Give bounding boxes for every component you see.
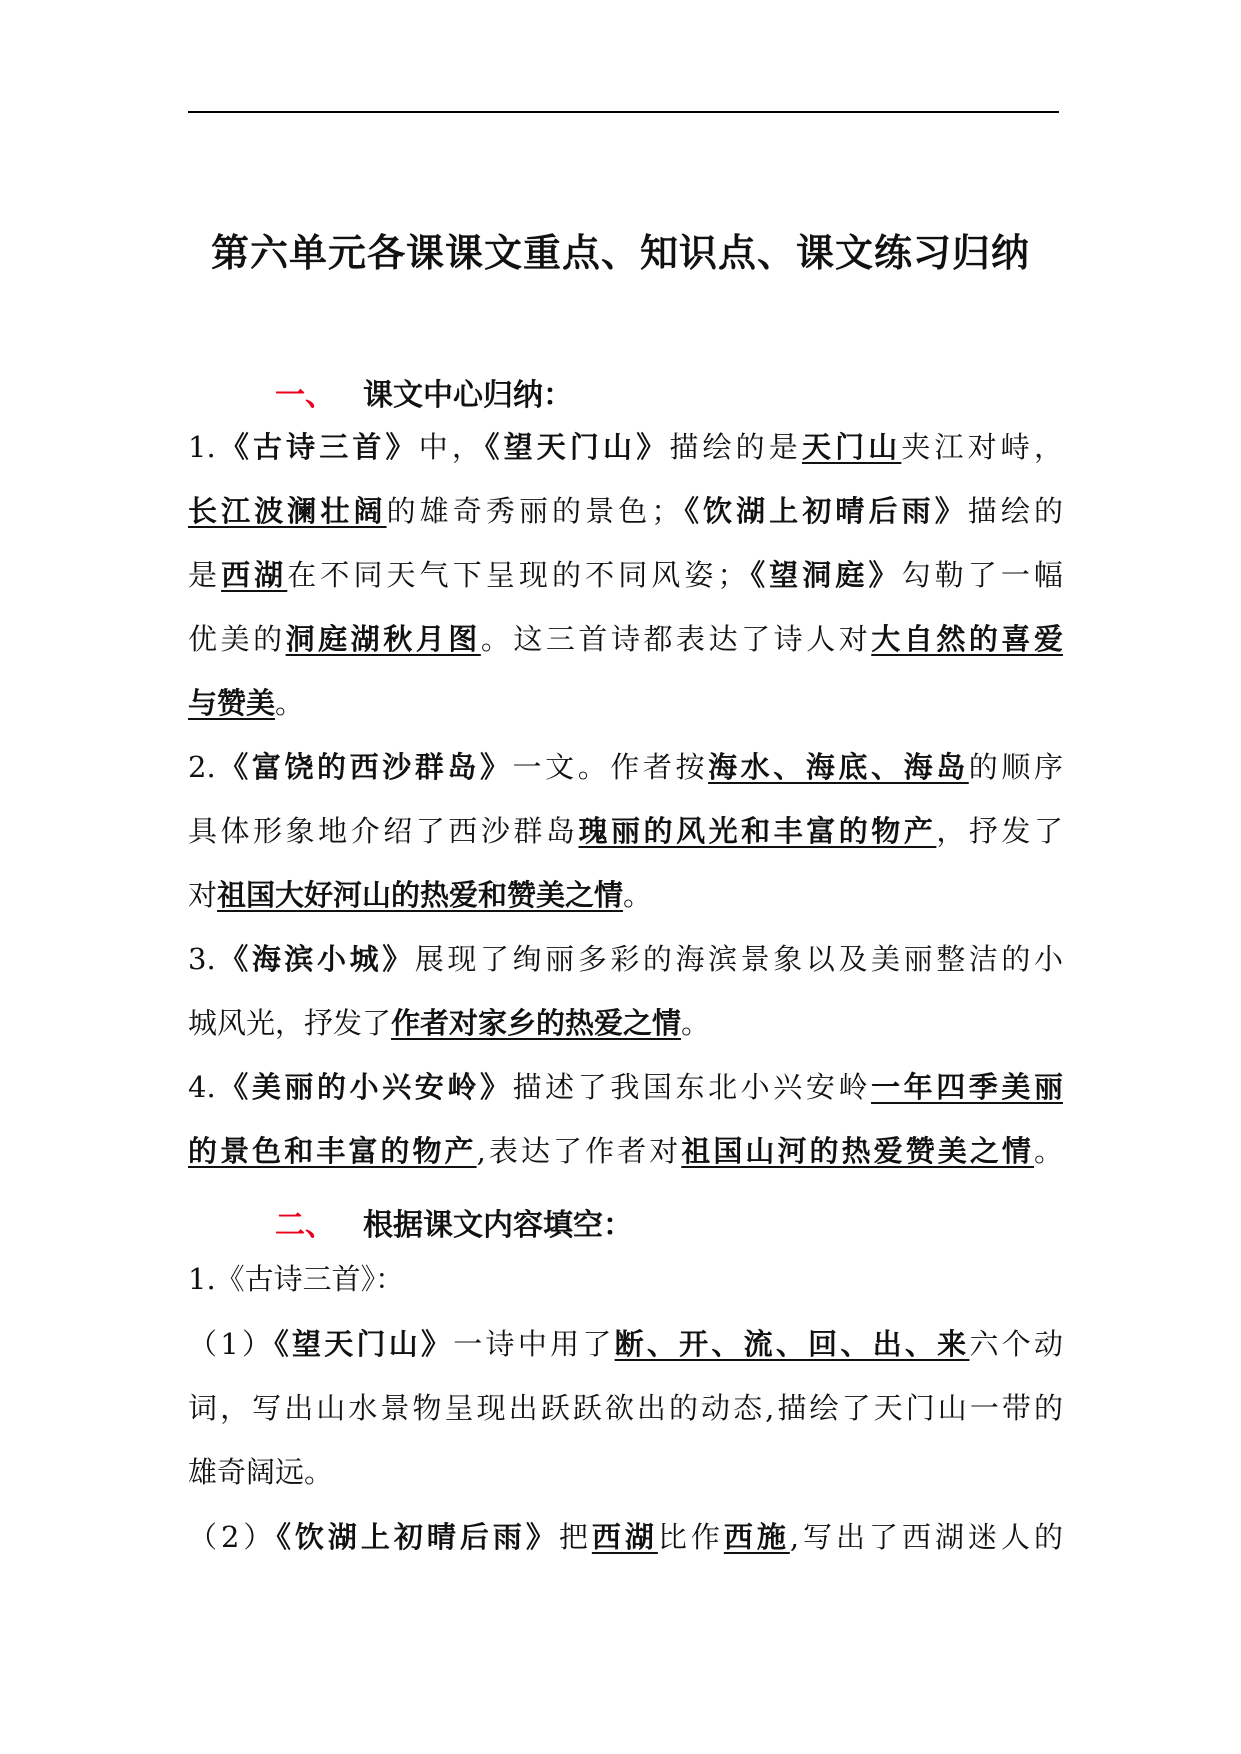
text-line [188,1070,1063,1104]
text-run: 一文。作者按 [512,750,709,784]
lesson-title: 《美丽的小兴安岭》 [215,1070,513,1104]
text-run: 展现了绚丽多彩的海滨景象以及美丽整洁的小 [414,942,1063,976]
text-run: 对 [188,878,218,912]
text-line [188,1391,1063,1425]
key-point: 西湖 [591,1520,658,1554]
key-point: 天门山 [801,430,902,464]
text-run: ,表达了作者对 [476,1134,682,1168]
item-number: （1） [188,1327,275,1361]
text-run: 。 [275,686,305,720]
section-number: 二、 [275,1208,335,1243]
text-run: 。 [681,1006,711,1040]
key-point: 西施 [723,1520,790,1554]
lesson-title: 《海滨小城》 [215,942,415,976]
text-line [188,1006,1063,1040]
text-line [188,942,1063,976]
key-point: 祖国山河的热爱赞美之情 [681,1134,1034,1168]
section-label: 课文中心归纳： [363,378,573,413]
lesson-title: 《望洞庭》 [746,558,902,592]
text-run: 的顺序 [968,750,1063,784]
text-run: 。 [623,878,653,912]
text-run: 雄奇阔远。 [188,1455,334,1489]
text-run: 比作 [657,1520,724,1554]
key-point: 海水、海底、海岛 [708,750,969,784]
text-run: 夹江对峙， [901,430,1063,464]
text-run: 一诗中用了 [453,1327,615,1361]
text-line [188,558,1063,592]
text-line [188,686,1063,720]
page-title: 第六单元各课课文重点、知识点、课文练习归纳 [210,231,1030,275]
text-run: 的雄奇秀丽的景色； [386,494,681,528]
section-number: 一、 [275,378,335,413]
text-run: 在不同天气下呈现的不同风姿； [287,558,747,592]
text-run: 描述了我国东北小兴安岭 [512,1070,872,1104]
text-line [188,430,1063,464]
key-point: 大自然的喜爱 [871,622,1063,656]
text-line [188,1327,1063,1361]
key-point: 祖国大好河山的热爱和赞美之情 [217,878,624,912]
item-number: 2. [188,750,216,784]
key-point: 的景色和丰富的物产 [188,1134,477,1168]
text-run: ，抒发了 [936,814,1063,848]
lesson-title: 《古诗三首》 [215,430,419,464]
text-run: 词，写出山水景物呈现出跃跃欲出的动态,描绘了天门山一带的 [188,1391,1063,1425]
text-line [188,1134,1063,1168]
section-label: 根据课文内容填空： [363,1208,633,1243]
item-number: 4. [188,1070,216,1104]
key-point: 作者对家乡的热爱之情 [391,1006,682,1040]
text-line [188,622,1063,656]
text-line [188,878,1063,912]
text-line [188,1520,1063,1554]
section-heading-1 [275,370,573,414]
text-run: ,写出了西湖迷人的 [789,1520,1063,1554]
lesson-title: 《富饶的西沙群岛》 [215,750,513,784]
key-point: 瑰丽的风光和丰富的物产 [578,814,937,848]
section-heading-2 [275,1200,633,1244]
text-run: 是 [188,558,222,592]
text-run: 。这三首诗都表达了诗人对 [480,622,872,656]
text-run: 优美的 [188,622,286,656]
text-run: 描绘的 [967,494,1063,528]
key-point: 一年四季美丽 [871,1070,1063,1104]
key-point: 洞庭湖秋月图 [285,622,481,656]
lesson-title: 《望天门山》 [274,1327,454,1361]
key-point: 断、开、流、回、出、来 [614,1327,970,1361]
key-point: 长江波澜壮阔 [188,494,387,528]
text-run: 描绘的是 [669,430,802,464]
text-run: 六个动 [969,1327,1063,1361]
text-run: 。 [1033,1134,1063,1168]
text-line [188,750,1063,784]
text-run: 中， [418,430,485,464]
lesson-title: 《饮湖上初晴后雨》 [276,1520,559,1554]
text-run: 城风光，抒发了 [188,1006,392,1040]
text-run: 具体形象地介绍了西沙群岛 [188,814,579,848]
lesson-title: 《望天门山》 [484,430,670,464]
item-number: 1. [188,430,216,464]
text-line [188,1455,1063,1489]
item-number: 3. [188,942,216,976]
subheading: 1.《古诗三首》： [188,1262,405,1296]
text-line [188,814,1063,848]
header-rule [188,111,1059,113]
text-run: 把 [558,1520,592,1554]
lesson-title: 《饮湖上初晴后雨》 [680,494,968,528]
key-point: 西湖 [221,558,288,592]
key-point: 与赞美 [188,686,276,720]
text-line [188,494,1063,528]
text-run: 勾勒了一幅 [901,558,1063,592]
text-line [188,1262,1063,1296]
item-number: （2） [188,1520,277,1554]
